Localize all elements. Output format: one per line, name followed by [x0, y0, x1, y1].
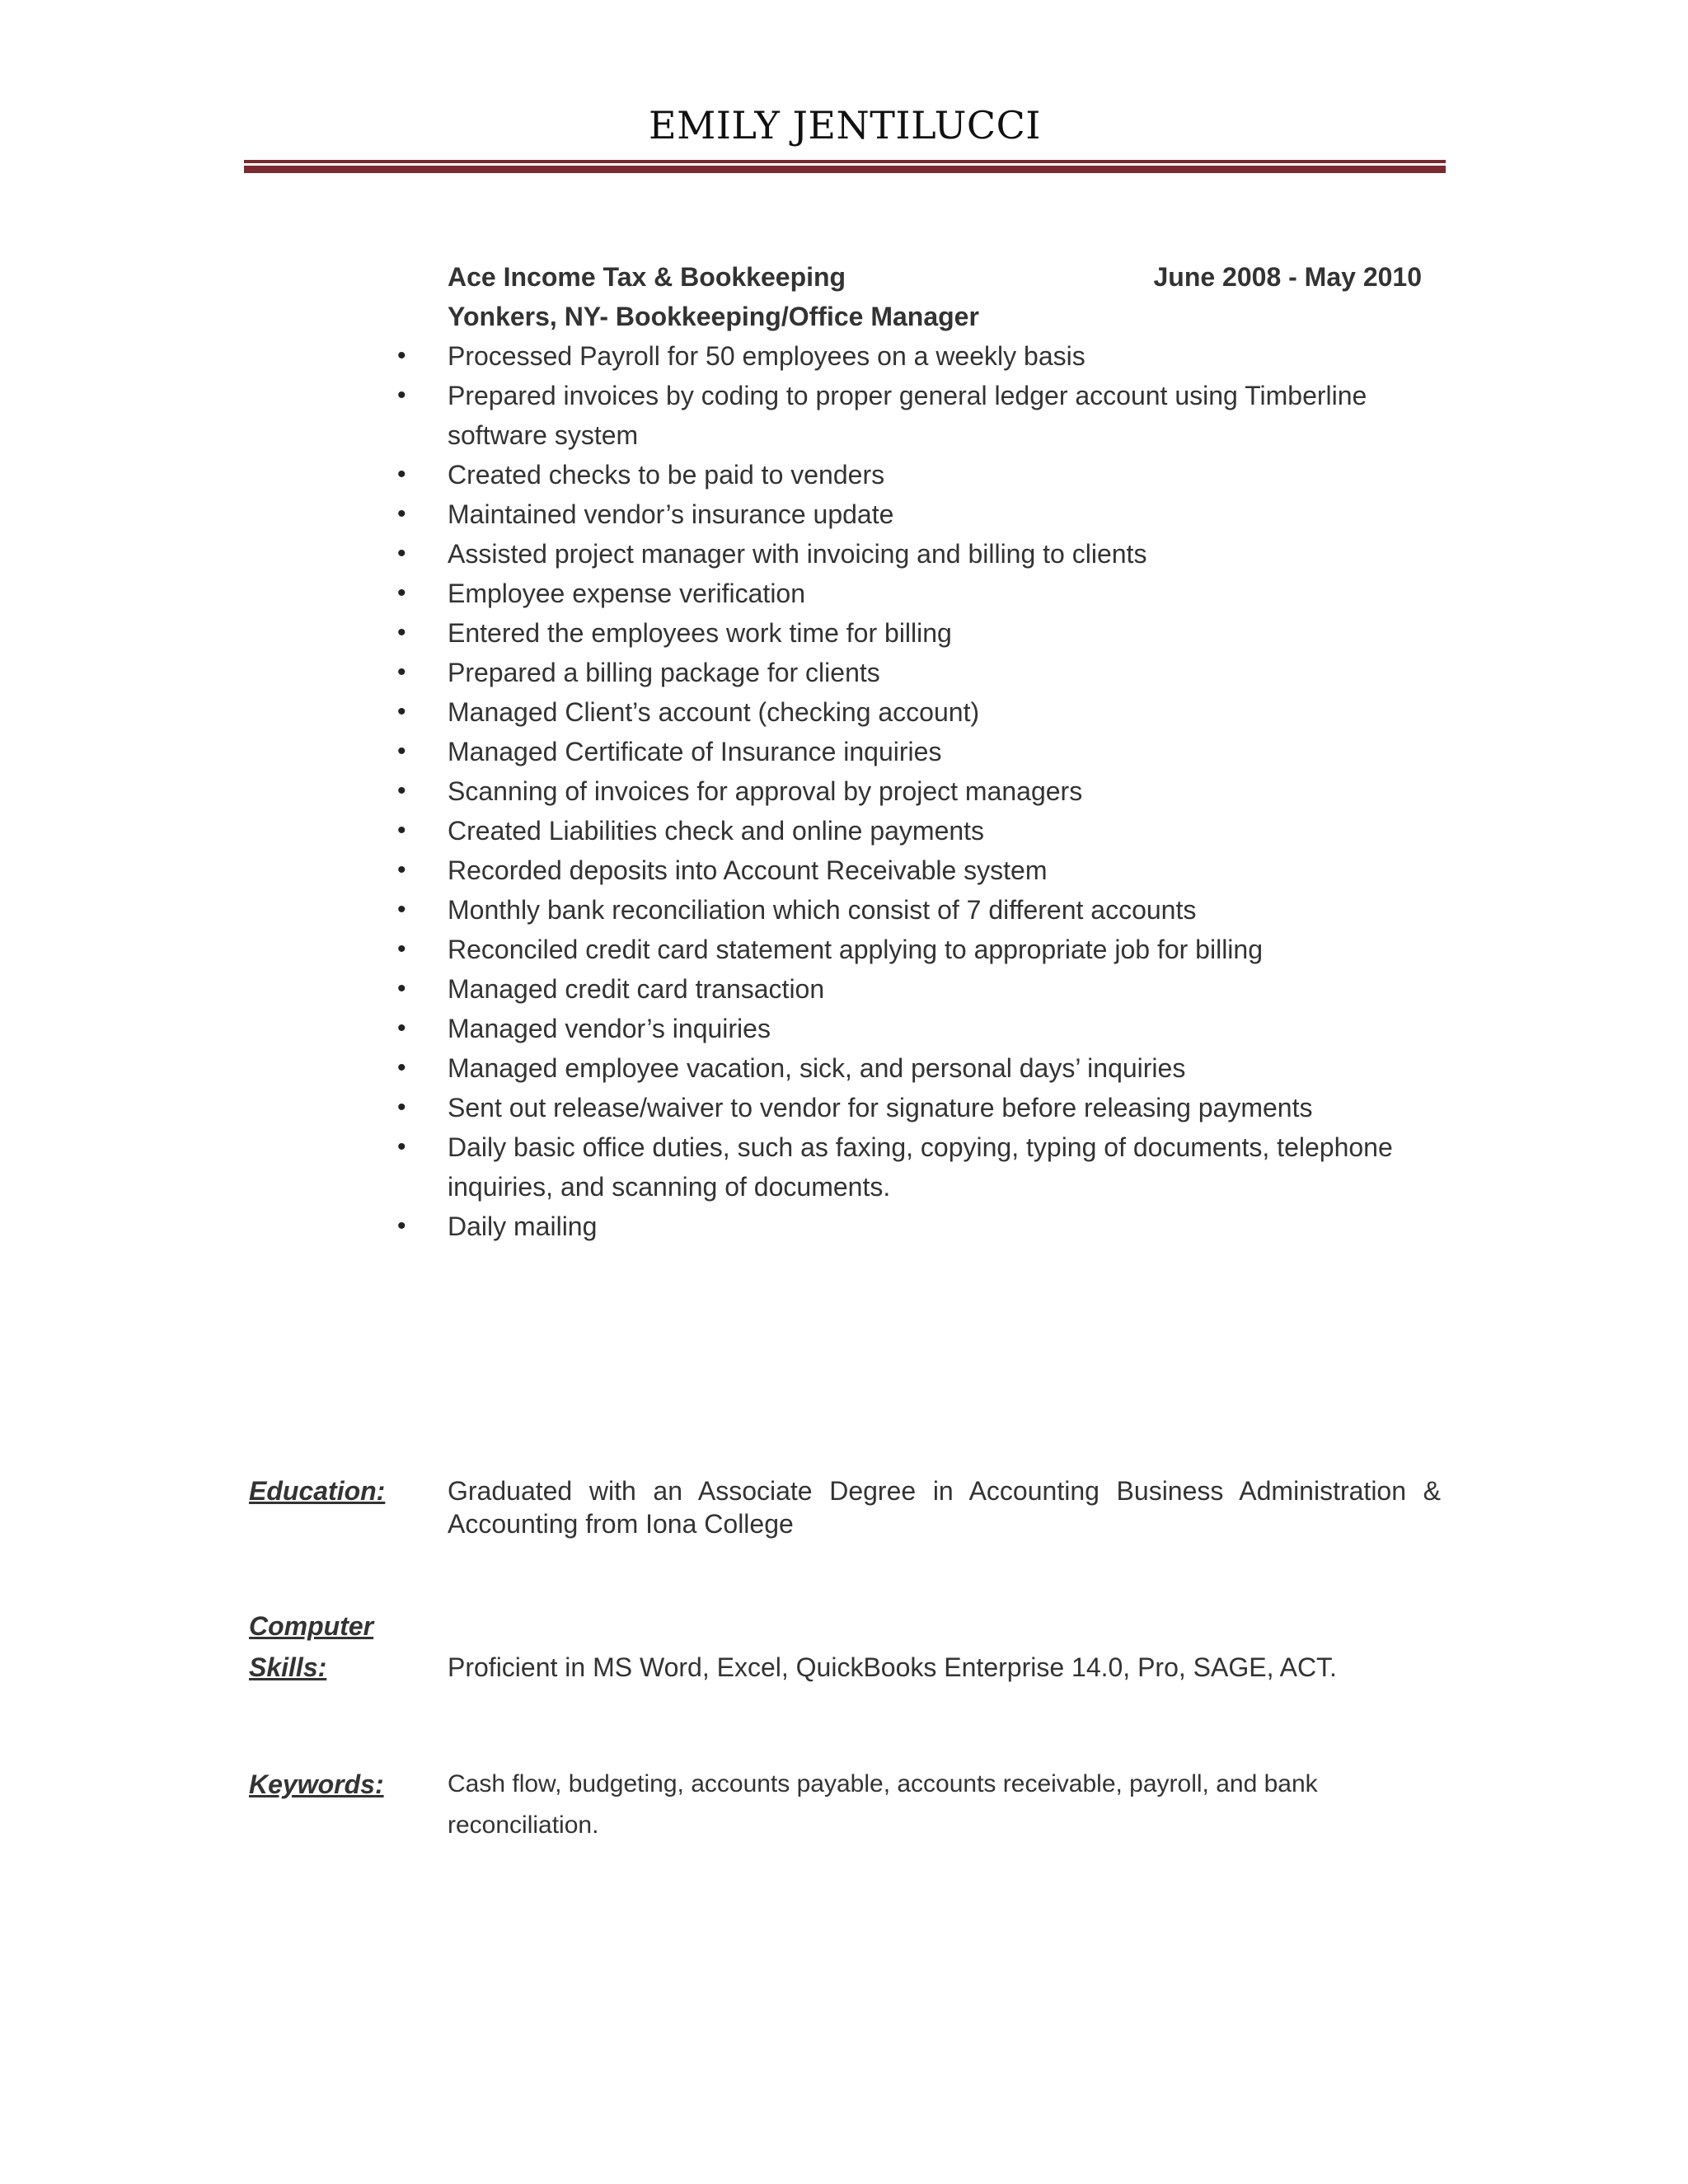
skills-label-line2: Skills:: [249, 1652, 327, 1682]
list-item: • Managed credit card transaction: [397, 969, 1436, 1009]
list-item: • Processed Payroll for 50 employees on a weekly basis: [397, 336, 1436, 376]
list-item: • Entered the employees work time for billing: [397, 613, 1436, 653]
education-label: Education:: [249, 1476, 386, 1506]
list-item: • Managed employee vacation, sick, and personal days’ inquiries: [397, 1048, 1436, 1088]
list-item: • Prepared invoices by coding to proper general ledger account using Timberline software system: [397, 376, 1436, 455]
list-item: • Created Liabilities check and online payments: [397, 811, 1436, 851]
list-item: • Assisted project manager with invoicing and billing to clients: [397, 534, 1436, 574]
job-header: [448, 257, 1422, 336]
list-item: • Created checks to be paid to venders: [397, 455, 1436, 494]
job-company-row: [448, 257, 1422, 297]
list-item: • Sent out release/waiver to vendor for signature before releasing payments: [397, 1088, 1436, 1127]
list-item: • Scanning of invoices for approval by project managers: [397, 771, 1436, 811]
job-company: Ace Income Tax & Bookkeeping: [448, 262, 846, 292]
list-item: • Reconciled credit card statement applying to appropriate job for billing: [397, 930, 1436, 969]
list-item: • Prepared a billing package for clients: [397, 653, 1436, 692]
header-rule-thin: [244, 160, 1446, 163]
job-location-title: Yonkers, NY- Bookkeeping/Office Manager: [448, 302, 979, 331]
keywords-text: Cash flow, budgeting, accounts payable, accounts receivable, payroll, and bank reconciliation.: [448, 1770, 1318, 1839]
job-dates: June 2008 - May 2010: [1153, 262, 1422, 292]
list-item: • Employee expense verification: [397, 574, 1436, 613]
list-item: • Managed Certificate of Insurance inquiries: [397, 732, 1436, 771]
resume-name: EMILY JENTILUCCI: [649, 103, 1041, 148]
skills-text: Proficient in MS Word, Excel, QuickBooks Enterprise 14.0, Pro, SAGE, ACT.: [448, 1652, 1337, 1682]
keywords-label: Keywords:: [249, 1769, 384, 1799]
skills-label-line1: Computer: [249, 1611, 374, 1641]
header-rule-thick: [244, 166, 1446, 173]
list-item: • Managed Client’s account (checking account): [397, 692, 1436, 732]
list-item: • Daily mailing: [397, 1207, 1436, 1246]
list-item: • Recorded deposits into Account Receivable system: [397, 851, 1436, 890]
job-duties-list: [397, 336, 1436, 1246]
list-item: • Daily basic office duties, such as faxing, copying, typing of documents, telephone inquiries, and scanning of documents.: [397, 1127, 1436, 1207]
list-item: • Managed vendor’s inquiries: [397, 1009, 1436, 1048]
list-item: • Maintained vendor’s insurance update: [397, 494, 1436, 534]
list-item: • Monthly bank reconciliation which consist of 7 different accounts: [397, 890, 1436, 930]
education-text: Graduated with an Associate Degree in Accounting Business Administration & Accounting from Iona College: [448, 1476, 1441, 1539]
